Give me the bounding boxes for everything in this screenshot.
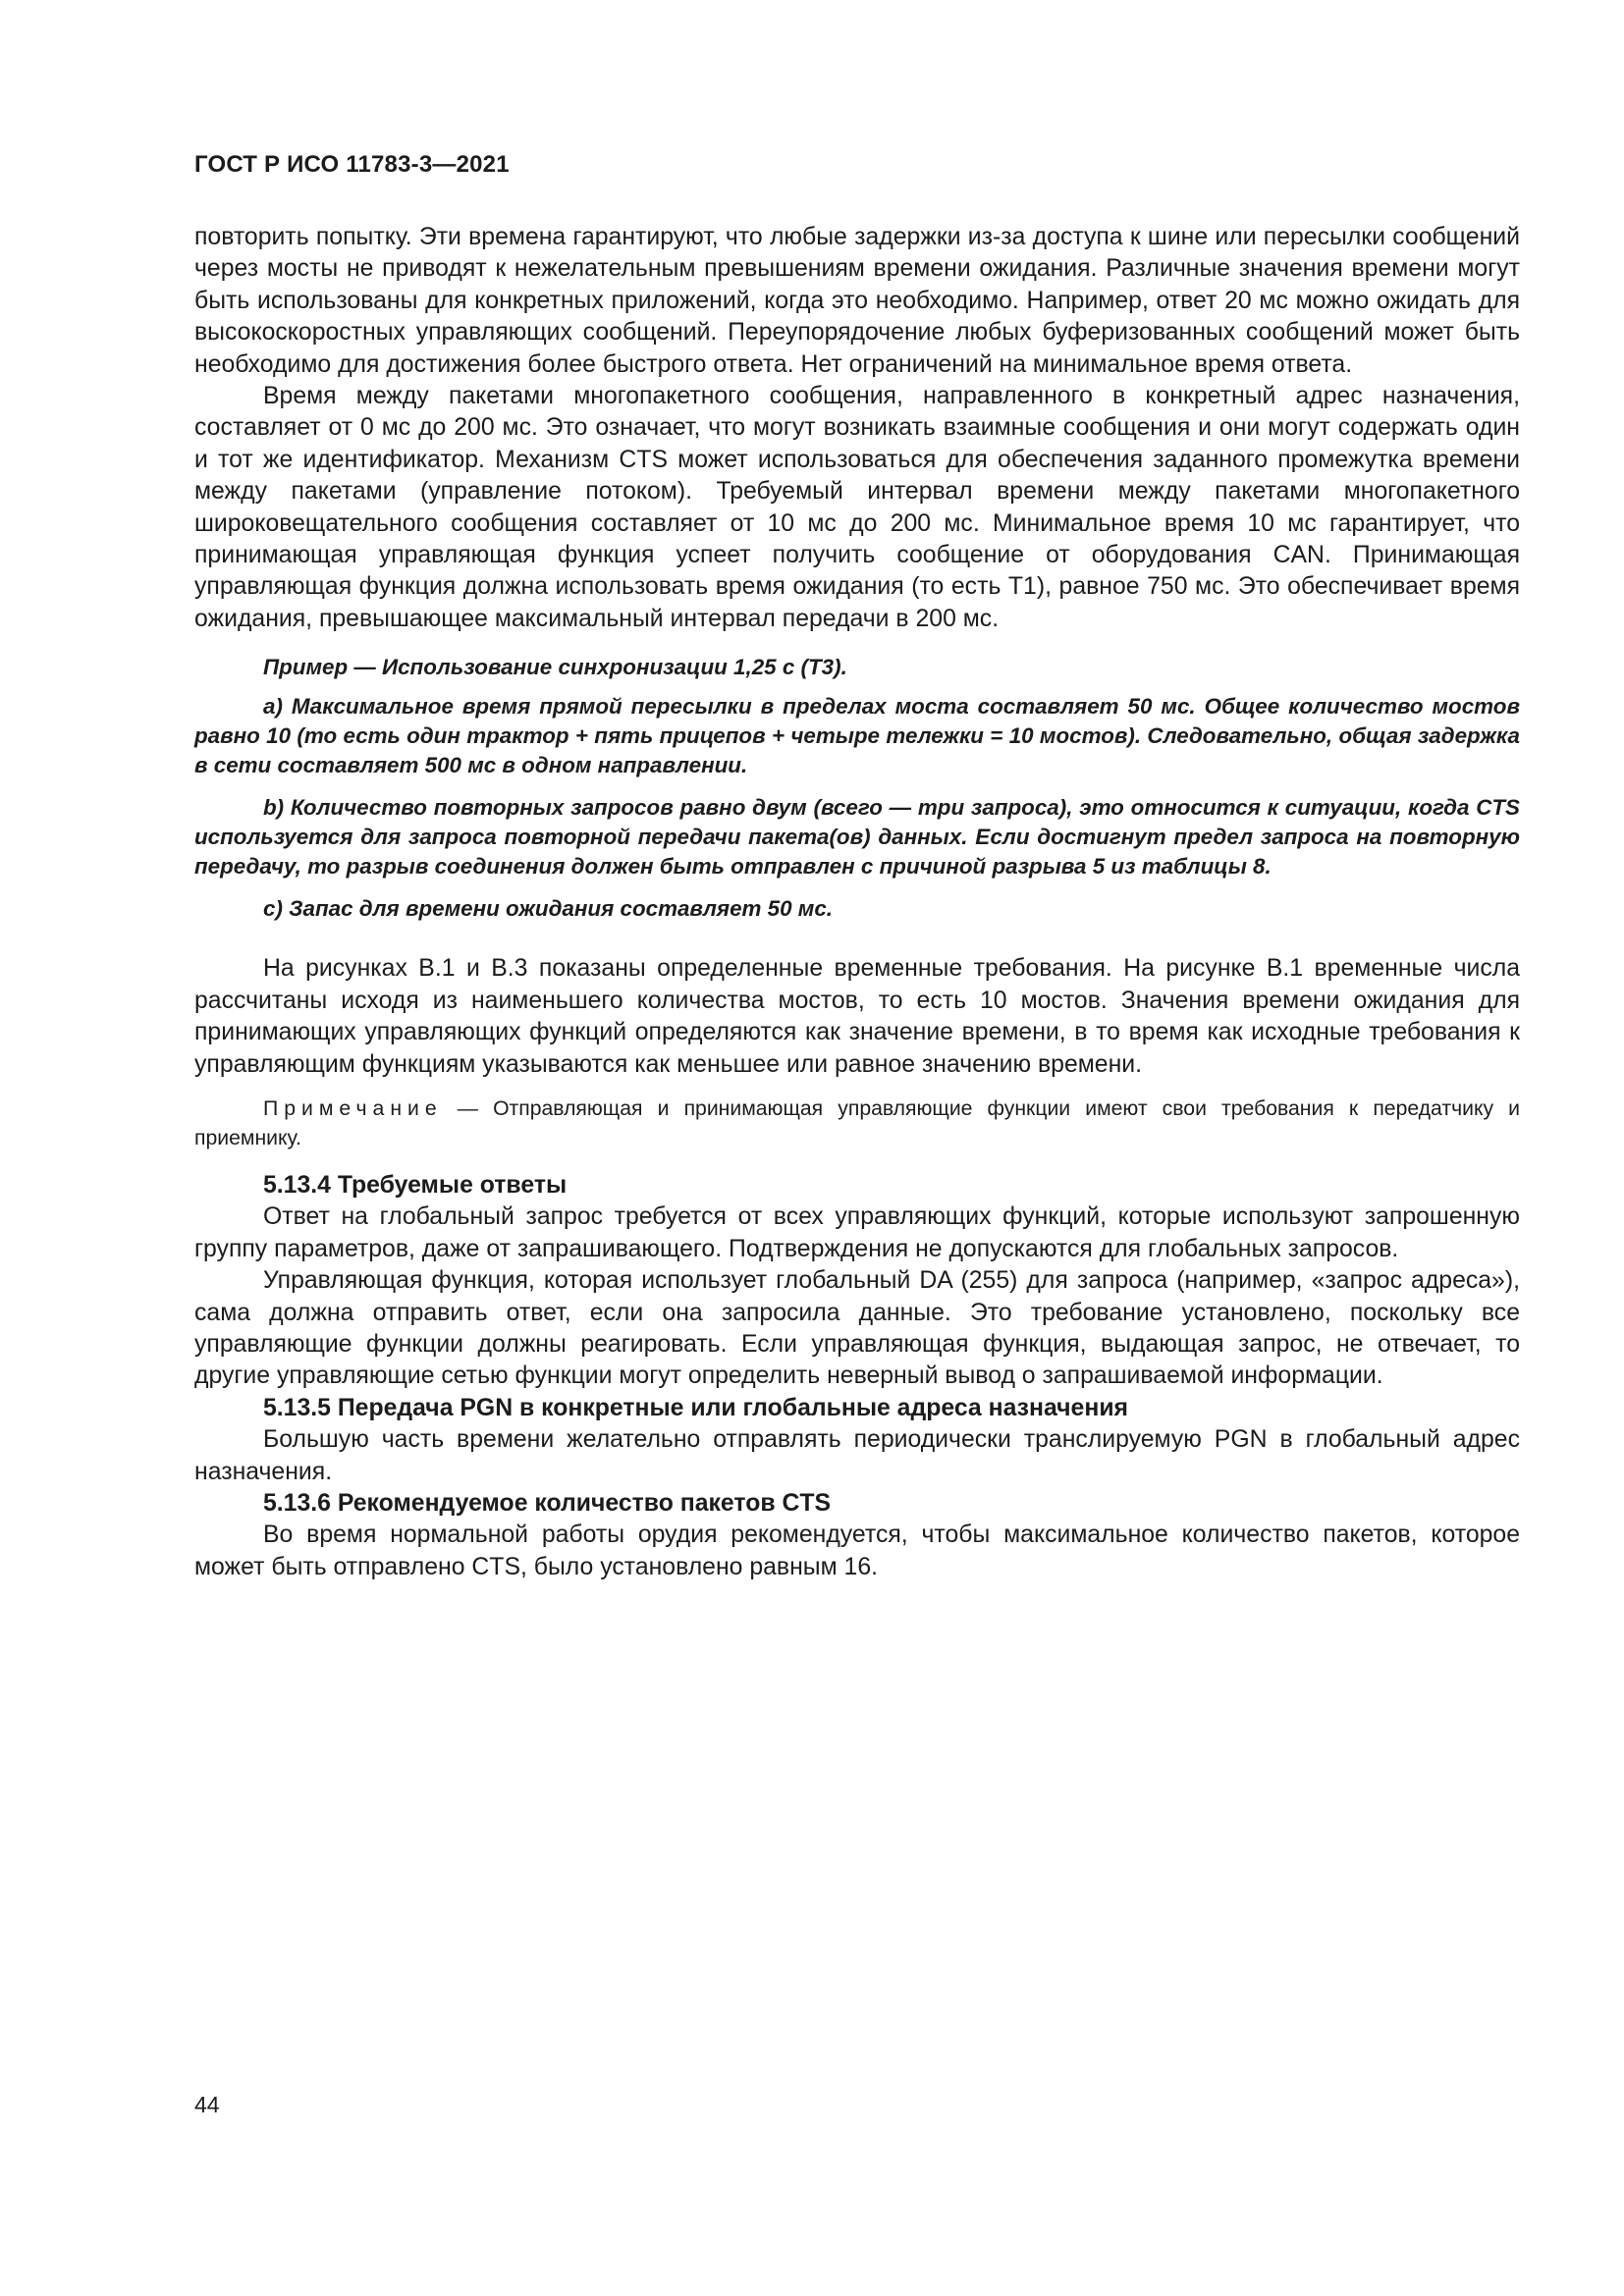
paragraph-figures: На рисунках B.1 и B.3 показаны определенные временные требования. На рисунке B.1 временные числа рассчитаны исходя из наименьшего количества мостов, то есть 10 мостов. Значения времени ожидания для принимающих управляющих функций определяются как значение времени, в то время как исходные требования к управляющим функциям указываются как меньшее или равное значению времени. <box>194 955 1520 1078</box>
example-item-b: b) Количество повторных запросов равно двум (всего — три запроса), это относится к ситуации, когда CTS используется для запроса повторной передачи пакета(ов) данных. Если достигнут предел запроса на повторную передачу, то разрыв соединения должен быть отправлен с причиной разрыва 5 из таблицы 8. <box>194 795 1520 880</box>
paragraph-pgn-transfer: Большую часть времени желательно отправлять периодически транслируемую PGN в глобальный адрес назначения. <box>194 1426 1520 1485</box>
example-item-c: c) Запас для времени ожидания составляет 50 мс. <box>263 896 834 922</box>
note <box>194 1095 1520 1153</box>
example-item-a: a) Максимальное время прямой пересылки в пределах моста составляет 50 мс. Общее количество мостов равно 10 (то есть один трактор + пять прицепов + четыре тележки = 10 мостов). Следовательно, общая задержка в сети составляет 500 мс в одном направлении. <box>194 694 1520 778</box>
note-text: — Отправляющая и принимающая управляющие функции имеют свои требования к передатчику и приемнику. <box>194 1096 1520 1149</box>
example-title: Пример — Использование синхронизации 1,25 с (T3). <box>263 655 847 680</box>
section-heading-5-13-4: 5.13.4 Требуемые ответы <box>263 1171 568 1199</box>
document-header: ГОСТ Р ИСО 11783-3—2021 <box>194 151 510 178</box>
paragraph-global-da: Управляющая функция, которая использует глобальный DA (255) для запроса (например, «запрос адреса»), сама должна отправить ответ, если она запросила данные. Это требование установлено, поскольку все управляющие функции должны реагировать. Если управляющая функция, выдающая запрос, не отвечает, то другие управляющие сетью функции могут определить неверный вывод о запрашиваемой информации. <box>194 1267 1520 1390</box>
page-number: 44 <box>194 2092 220 2117</box>
section-heading-5-13-6: 5.13.6 Рекомендуемое количество пакетов CTS <box>263 1489 832 1517</box>
paragraph-cts-packets: Во время нормальной работы орудия рекомендуется, чтобы максимальное количество пакетов, которое может быть отправлено CTS, было установлено равным 16. <box>194 1522 1520 1580</box>
note-label: Примечание <box>263 1096 443 1120</box>
paragraph-required-responses: Ответ на глобальный запрос требуется от всех управляющих функций, которые используют запрошенную группу параметров, даже от запрашивающего. Подтверждения не допускаются для глобальных запросов. <box>194 1203 1520 1262</box>
document-body <box>194 222 1520 1583</box>
paragraph-continuation: повторить попытку. Эти времена гарантируют, что любые задержки из-за доступа к шине или пересылки сообщений через мосты не приводят к нежелательным превышениям времени ожидания. Различные значения времени могут быть использованы для конкретных приложений, когда это необходимо. Например, ответ 20 мс можно ожидать для высокоскоростных управляющих сообщений. Переупорядочение любых буферизованных сообщений может быть необходимо для достижения более быстрого ответа. Нет ограничений на минимальное время ответа. <box>194 224 1520 378</box>
section-heading-5-13-5: 5.13.5 Передача PGN в конкретные или глобальные адреса назначения <box>263 1394 1129 1421</box>
paragraph-packet-timing: Время между пакетами многопакетного сообщения, направленного в конкретный адрес назначения, составляет от 0 мс до 200 мс. Это означает, что могут возникать взаимные сообщения и они могут содержать один и тот же идентификатор. Механизм CTS может использоваться для обеспечения заданного промежутка времени между пакетами (управление потоком). Требуемый интервал времени между пакетами многопакетного широковещательного сообщения составляет от 10 мс до 200 мс. Минимальное время 10 мс гарантирует, что принимающая управляющая функция успеет получить сообщение от оборудования CAN. Принимающая управляющая функция должна использовать время ожидания (то есть T1), равное 750 мс. Это обеспечивает время ожидания, превышающее максимальный интервал передачи в 200 мс. <box>194 383 1520 632</box>
